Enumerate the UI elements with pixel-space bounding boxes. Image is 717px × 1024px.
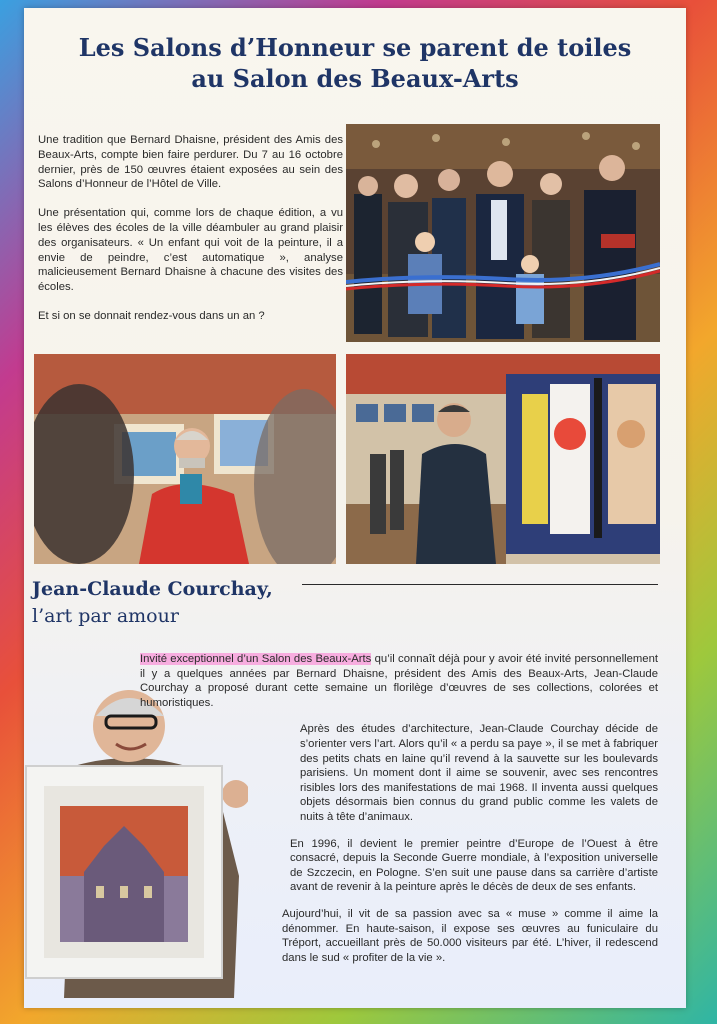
intro-text	[38, 133, 343, 338]
body-paragraph-1: Invité exceptionnel d’un Salon des Beaux-Arts qu’il connaît déjà pour y avoir été invité personnellement il y a quelques années par Bernard Dhaisne, président des Amis des Beaux-Arts, Jean-Claude Courchay a proposé durant cette semaine un florilège d’œuvres de ses collections, colorées et humoristiques.	[140, 653, 658, 709]
body-paragraph-3: En 1996, il devient le premier peintre d’Europe de l’Ouest à être consacré, depuis la Seconde Guerre mondiale, à l’exposition universelle de Szczecin, en Pologne. S’en suit une pause dans sa carrière d’artiste avant de revenir à la peinture après le décès de deux de ses enfants.	[290, 837, 658, 894]
section-subtitle: l’art par amour	[32, 605, 179, 627]
section-title	[32, 576, 273, 630]
newspaper-page	[24, 8, 686, 1008]
highlighted-phrase: Invité exceptionnel d’un Salon des Beaux-Arts	[140, 653, 372, 665]
body-paragraph-4: Aujourd’hui, il vit de sa passion avec sa « muse » comme il aime la dénommer. En haute-saison, il expose ses œuvres au funiculaire du Tréport, accueillant près de 50.000 visiteurs par été. L’hiver, il redescend dans le sud « profiter de la vie ».	[282, 907, 658, 964]
photo-red-jacket-man-image	[34, 354, 336, 564]
photo-gallery-paintings	[346, 354, 660, 564]
section-rule	[302, 584, 658, 585]
body-paragraph-2: Après des études d’architecture, Jean-Claude Courchay décide de s’orienter vers l’art. Alors qu’il « a perdu sa paye », il se met à fabriquer des petits chats en laine qu’il revend à la sauvette sur les boulevards parisiens. Un moment dont il aime se souvenir, avec ses rencontres risibles lors des manifestations de mai 1968. Il inventa aussi quelques objets désormais bien connus du grand public comme les valets de nuits à tête d’animaux.	[300, 723, 658, 823]
artist-name: Jean-Claude Courchay,	[32, 578, 273, 600]
photo-ribbon-cutting	[346, 124, 660, 342]
artist-article-body	[140, 652, 658, 977]
intro-paragraph-2: Une présentation qui, comme lors de chaque édition, a vu les élèves des écoles de la ville déambuler au grand plaisir des organisateurs. « Un enfant qui voit de la peinture, il a envie de peindre, c’est automatique », analyse malicieusement Bernard Dhaisne à chacune des visites des écoles.	[38, 207, 343, 294]
photo-red-jacket-man	[34, 354, 336, 564]
photo-ribbon-cutting-image	[346, 124, 660, 342]
intro-paragraph-1: Une tradition que Bernard Dhaisne, président des Amis des Beaux-Arts, compte bien faire perdurer. Du 7 au 16 octobre dernier, près de 150 œuvres étaient exposées au sein des Salons d’Honneur de l’Hôtel de Ville.	[38, 134, 343, 191]
photo-gallery-paintings-image	[346, 354, 660, 564]
intro-paragraph-3: Et si on se donnait rendez-vous dans un an ?	[38, 309, 265, 322]
article-title: Les Salons d’Honneur se parent de toiles au Salon des Beaux-Arts	[78, 33, 632, 93]
